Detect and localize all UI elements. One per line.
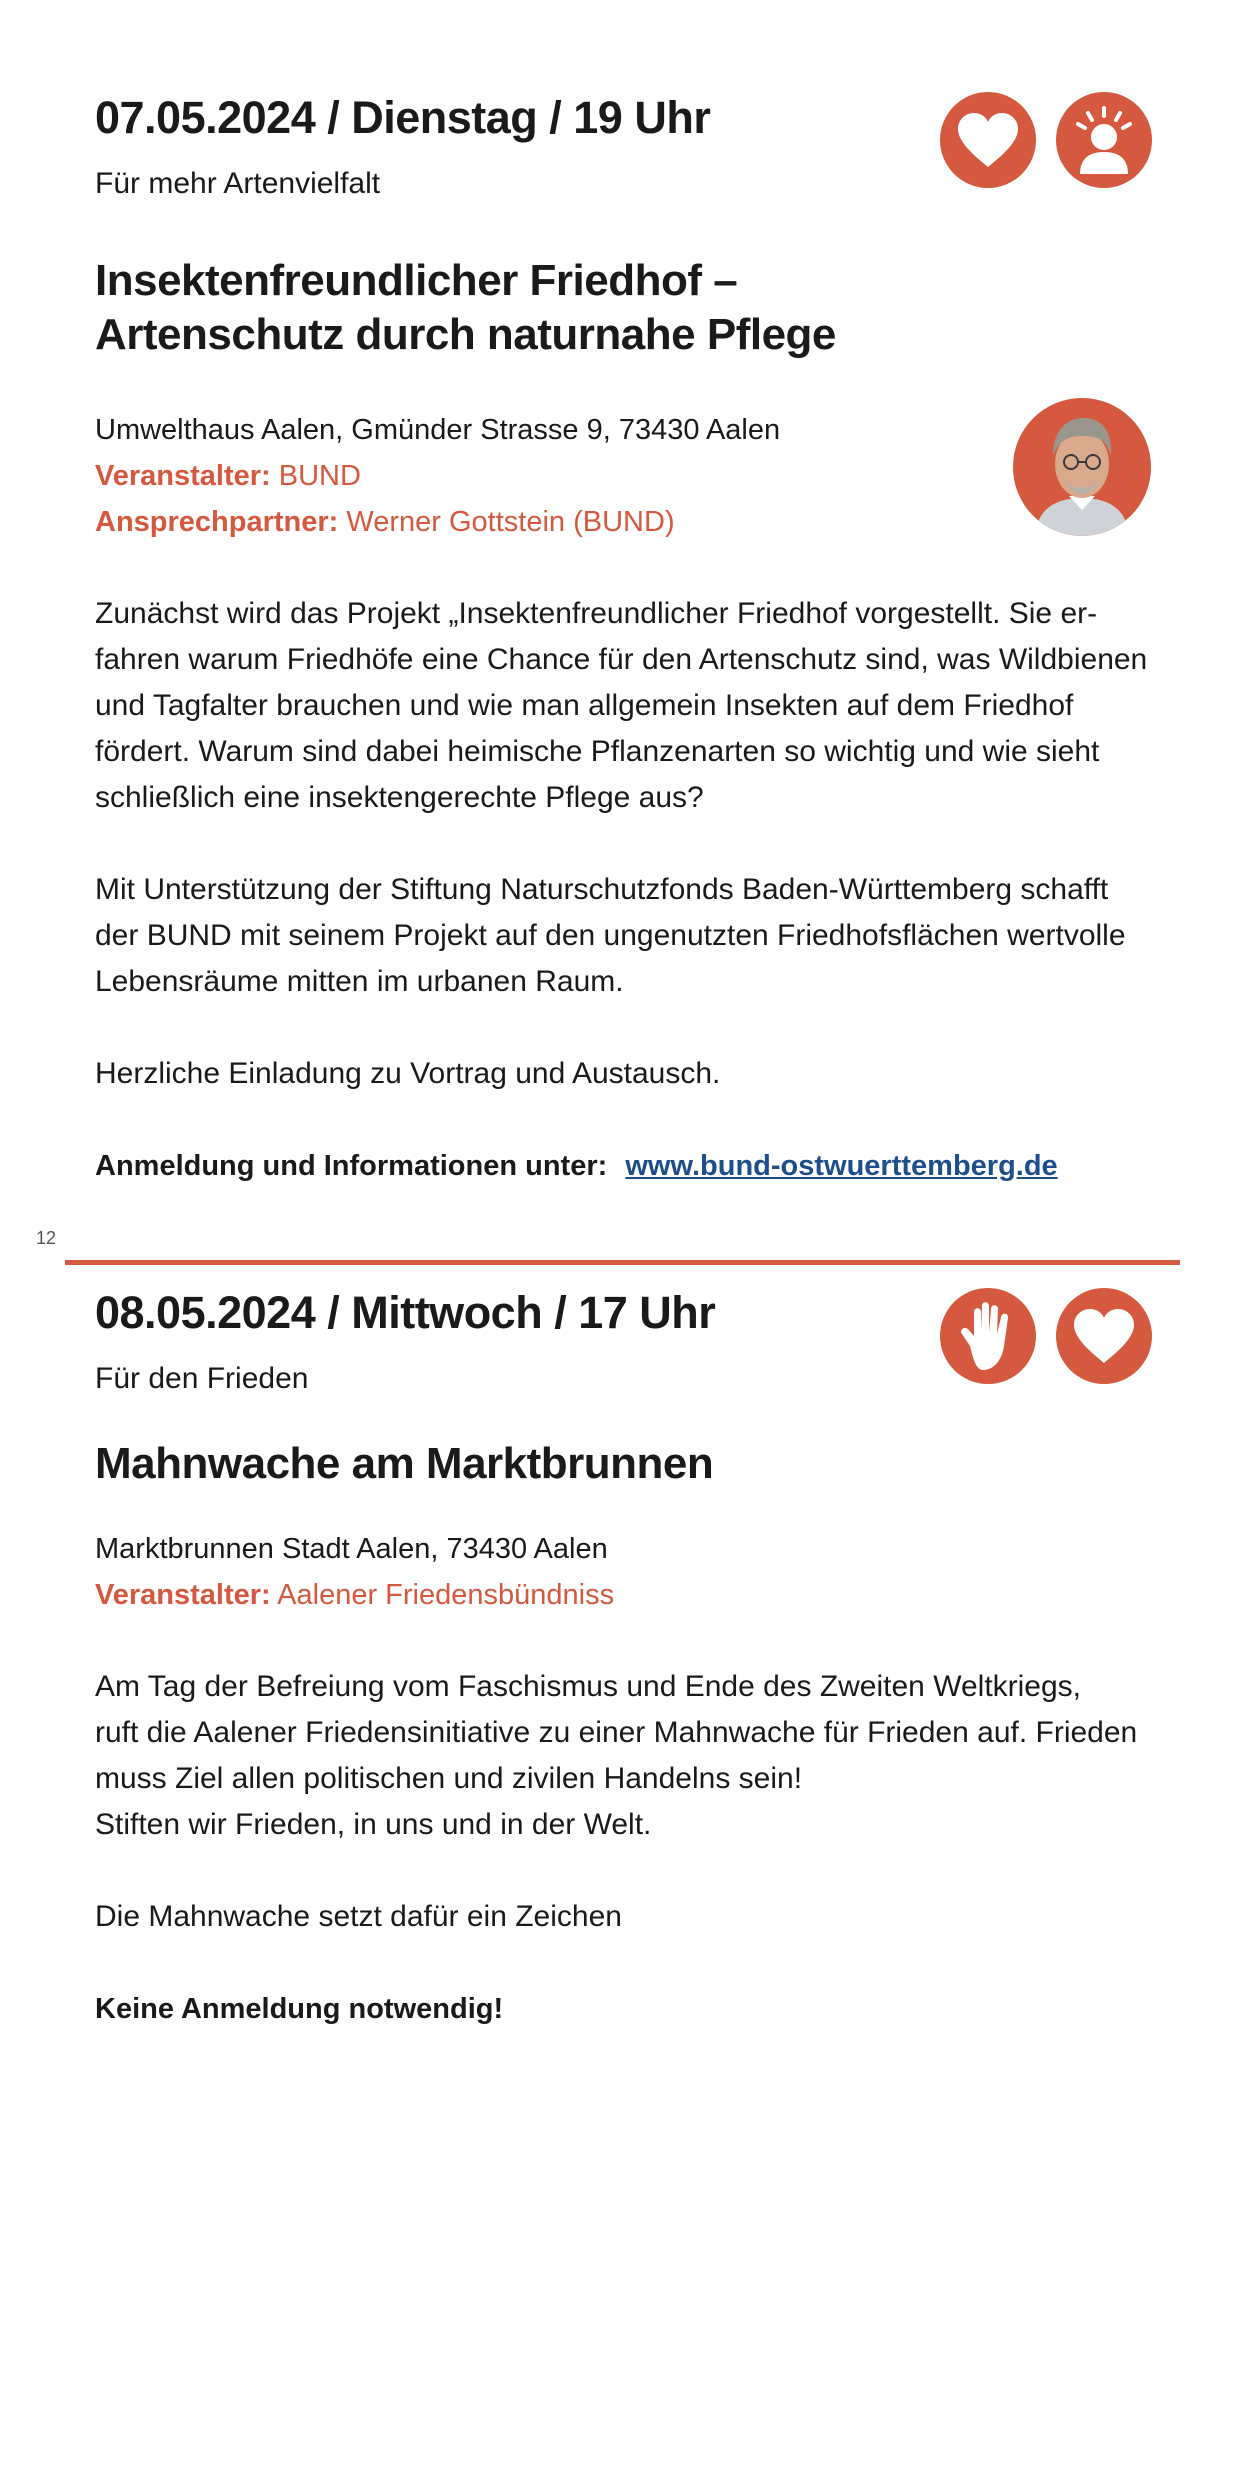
event-2 <box>95 1285 1155 2032</box>
registration-link[interactable]: www.bund-ostwuerttemberg.de <box>625 1150 1058 1182</box>
event-title <box>95 254 1155 362</box>
event-title-line-2: Artenschutz durch naturnahe Pflege <box>95 310 836 359</box>
event-address: Marktbrunnen Stadt Aalen, 73430 Aalen <box>95 1533 608 1565</box>
registration-label: Anmeldung und Informationen unter: <box>95 1150 608 1182</box>
event-organizer <box>95 453 1155 499</box>
event-address: Umwelthaus Aalen, Gmünder Strasse 9, 73430 Aalen <box>95 414 781 446</box>
event-title: Mahnwache am Marktbrunnen <box>95 1439 714 1488</box>
event-description-3: Herzliche Einladung zu Vortrag und Austausch. <box>95 1057 721 1090</box>
event-category: Für mehr Artenvielfalt <box>95 167 381 200</box>
registration-line <box>95 1143 1155 1189</box>
event-description-1: Zunächst wird das Projekt „Insektenfreundlicher Friedhof vorgestellt. Sie er- fahren warum Friedhöfe eine Chance für den Artenschutz sind, was Wildbienen und Tagfalter brauchen und wie man allgemein Insekten auf dem Friedhof fördert. Warum sind dabei heimische Pflanzenarten so wichtig und wie sieht schließlich eine insektengerechte Pflege aus? <box>95 597 1148 814</box>
organizer-value: Aalener Friedensbündniss <box>277 1579 615 1611</box>
event-description-2: Mit Unterstützung der Stiftung Naturschutzfonds Baden-Württemberg schafft der BUND mit seinem Projekt auf den ungenutzten Friedhofsflächen wertvolle Lebensräume mitten im urbanen Raum. <box>95 873 1126 998</box>
section-divider <box>65 1260 1180 1265</box>
organizer-label: Veranstalter: <box>95 460 271 492</box>
page-number: 12 <box>36 1228 57 1248</box>
contact-label: Ansprechpartner: <box>95 506 339 538</box>
organizer-value: BUND <box>278 460 361 492</box>
event-organizer <box>95 1572 1155 1618</box>
organizer-label: Veranstalter: <box>95 1579 271 1611</box>
contact-portrait <box>1013 398 1151 536</box>
event-date-line: 07.05.2024 / Dienstag / 19 Uhr <box>95 92 711 143</box>
event-contact <box>95 499 1155 545</box>
event-description-2: Die Mahnwache setzt dafür ein Zeichen <box>95 1900 622 1933</box>
event-title-line-1: Insektenfreundlicher Friedhof – <box>95 256 738 305</box>
contact-value: Werner Gottstein (BUND) <box>346 506 675 538</box>
event-1 <box>95 90 1155 1189</box>
registration-note: Keine Anmeldung notwendig! <box>95 1993 504 2025</box>
event-date-line: 08.05.2024 / Mittwoch / 17 Uhr <box>95 1287 716 1338</box>
event-category: Für den Frieden <box>95 1362 309 1395</box>
event-description-1: Am Tag der Befreiung vom Faschismus und Ende des Zweiten Weltkriegs, ruft die Aalener Friedensinitiative zu einer Mahnwache für Frieden auf. Frieden muss Ziel allen politischen und zivilen Handelns sein! Stiften wir Frieden, in uns und in der Welt. <box>95 1670 1138 1841</box>
